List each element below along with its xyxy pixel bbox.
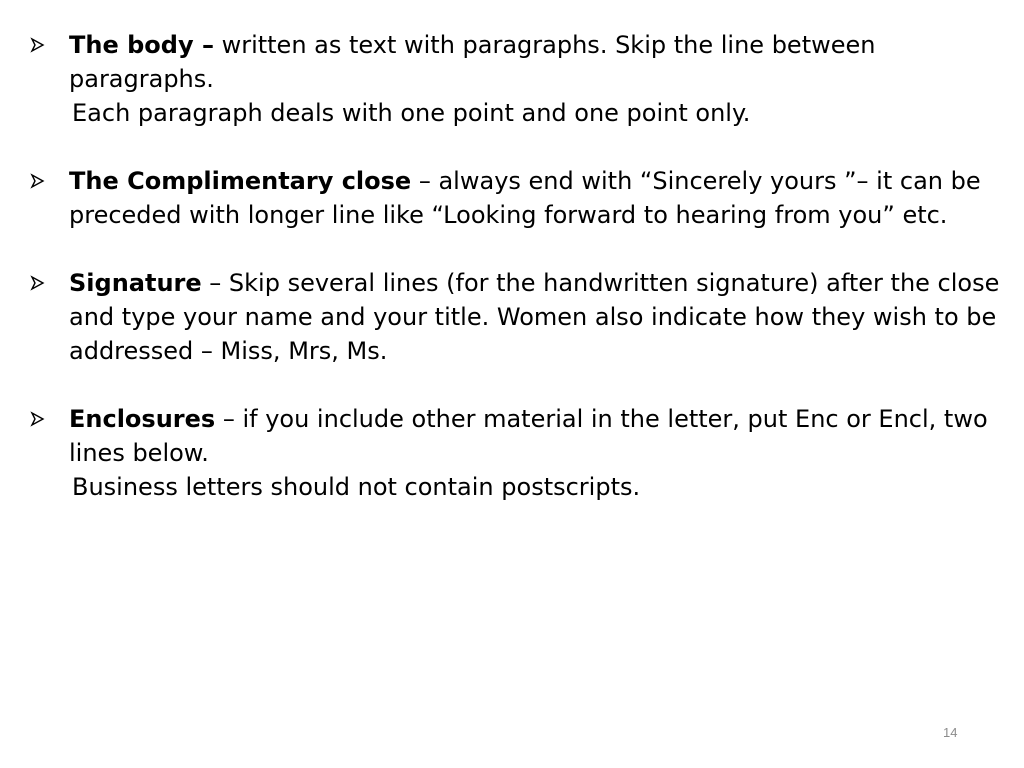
bullet-item-body [30, 28, 1000, 130]
bullet-lead: Enclosures [69, 405, 216, 433]
bullet-lead: Signature [69, 269, 202, 297]
bullet-item-complimentary-close [30, 164, 1000, 232]
bullet-extra-line: Each paragraph deals with one point and one point only. [72, 99, 751, 127]
slide-content [30, 28, 1000, 538]
arrowhead-bullet-icon [30, 164, 52, 198]
bullet-text: – Skip several lines (for the handwritten signature) after the close and type your name and your title. Women also indicate how they wish to be addressed – Miss, Mrs, Ms. [69, 269, 1000, 365]
bullet-item-enclosures [30, 402, 1000, 504]
bullet-item-signature [30, 266, 1000, 368]
arrowhead-bullet-icon [30, 28, 52, 62]
arrowhead-bullet-icon [30, 402, 52, 436]
bullet-text: – if you include other material in the letter, put Enc or Encl, two lines below. [69, 405, 988, 467]
arrowhead-bullet-icon [30, 266, 52, 300]
bullet-text: – always end with “Sincerely yours ”– it can be preceded with longer line like “Looking forward to hearing from you” etc. [69, 167, 981, 229]
slide-page-number: 14 [943, 725, 958, 740]
bullet-lead: The body – [69, 31, 214, 59]
bullet-extra-line: Business letters should not contain postscripts. [72, 473, 641, 501]
bullet-lead: The Complimentary close [69, 167, 412, 195]
bullet-text: written as text with paragraphs. Skip the line between paragraphs. [69, 31, 876, 93]
